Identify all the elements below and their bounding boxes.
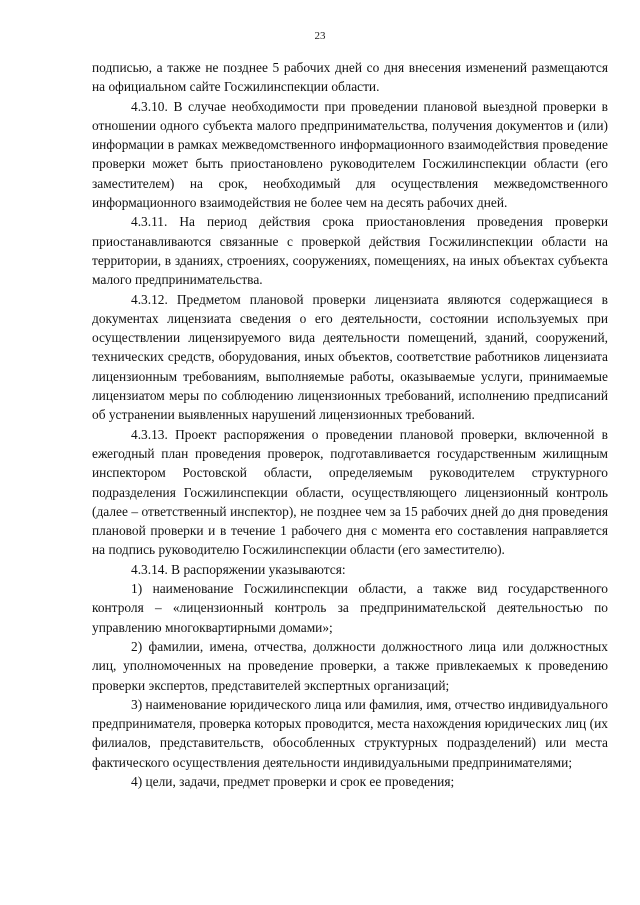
list-item-2: 2) фамилии, имена, отчества, должности должностного лица или должностных лиц, уполномоченных на проведение проверки, а также привлекаемых к проведению проверки экспертов, представителей экспертных организаций; [92,638,608,693]
list-item-4: 4) цели, задачи, предмет проверки и срок ее проведения; [131,773,455,789]
paragraph-4-3-12: 4.3.12. Предметом плановой проверки лицензиата являются содержащиеся в документах лицензиата сведения о его деятельности, состоянии используемых при осуществлении лицензируемого вида деятельности помещений, зданий, сооружений, технических средств, оборудования, иных объектов, соответствие работников лицензиата лицензионным требованиям, выполняемые работы, оказываемые услуги, принимаемые лицензиатом меры по соблюдению лицензионных требований, исполнению предписаний об устранении выявленных нарушений лицензионных требований. [92,291,608,423]
paragraph-4-3-10: 4.3.10. В случае необходимости при проведении плановой выездной проверки в отношении одного субъекта малого предпринимательства, получения документов и (или) информации в рамках межведомственного информационного взаимодействия проведение проверки может быть приостановлено руководителем Госжилинспекции области (его заместителем) на срок, необходимый для осуществления межведомственного информационного взаимодействия не более чем на десять рабочих дней. [92,98,608,211]
page-number: 23 [314,30,326,42]
list-item-1: 1) наименование Госжилинспекции области, а также вид государственного контроля – «лицензионный контроль за предпринимательской деятельностью по управлению многоквартирными домами»; [92,581,608,635]
paragraph-4-3-13: 4.3.13. Проект распоряжения о проведении плановой проверки, включенной в ежегодный план проведения проверок, подготавливается государственным жилищным инспектором Ростовской области, определяемым руководителем структурного подразделения Госжилинспекции области, осуществляющего лицензионный контроль (далее – ответственный инспектор), не позднее чем за 15 рабочих дней до дня проведения плановой проверки и в течение 1 рабочего дня с момента его составления направляется на подпись руководителю Госжилинспекции области (его заместителю). [92,426,608,558]
list-item-3: 3) наименование юридического лица или фамилия, имя, отчество индивидуального предпринимателя, проверка которых проводится, места нахождения юридических лиц (их филиалов, представительств, обособленных структурных подразделений) или места фактического осуществления деятельности индивидуальными предпринимателями; [92,696,608,770]
paragraph-4-3-14: 4.3.14. В распоряжении указываются: [131,561,346,577]
paragraph-continuation: подписью, а также не позднее 5 рабочих дней со дня внесения изменений размещаются на официальном сайте Госжилинспекции области. [92,60,608,95]
paragraph-4-3-11: 4.3.11. На период действия срока приостановления проведения проверки приостанавливаются связанные с проверкой действия Госжилинспекции области на территории, в зданиях, строениях, сооружениях, помещениях, на иных объектах субъекта малого предпринимательства. [92,214,608,288]
document-body [92,58,608,791]
